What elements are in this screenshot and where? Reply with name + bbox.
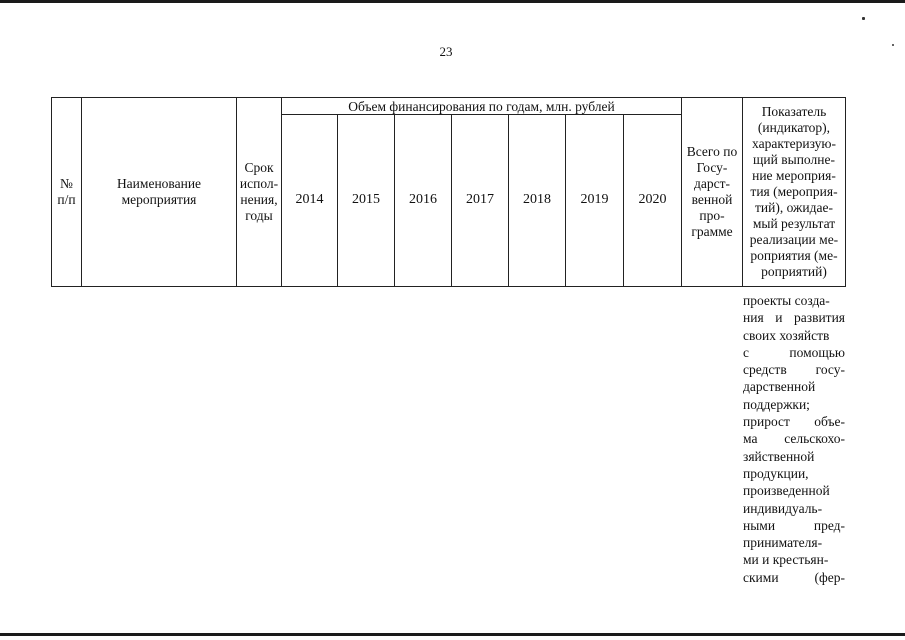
header-year: 2016	[395, 115, 452, 287]
continuation-line: принимателя-	[743, 535, 823, 551]
continuation-line: ными пред-	[743, 517, 845, 533]
header-year: 2015	[338, 115, 395, 287]
header-year: 2020	[624, 115, 682, 287]
continuation-line: продукции,	[743, 465, 809, 481]
indicator-continuation-text	[743, 292, 845, 586]
header-year: 2017	[452, 115, 509, 287]
continuation-line: зяйственной	[743, 448, 815, 464]
header-total-funding: Всего по Госу-дарст-венной про-грамме	[682, 98, 743, 287]
continuation-line: ма сельскохо-	[743, 431, 845, 447]
funding-table	[51, 97, 846, 287]
header-year: 2014	[282, 115, 338, 287]
top-border-line	[0, 0, 905, 3]
page-number: 23	[439, 44, 453, 59]
header-indicator: Показатель (индикатор), характеризую-щий выполне-ние мероприя-тия (мероприя-тий), ожидае-мый результат реализации ме-роприятия (ме-роприятий)	[743, 98, 846, 287]
continuation-line: своих хозяйств	[743, 327, 830, 343]
header-year: 2018	[509, 115, 566, 287]
continuation-line: произведенной	[743, 483, 830, 499]
continuation-line: проекты созда-	[743, 293, 830, 308]
continuation-line: ния и развития	[743, 310, 845, 326]
continuation-line: прирост объе-	[743, 414, 845, 430]
continuation-line: поддержки;	[743, 396, 810, 412]
continuation-line: индивидуаль-	[743, 500, 823, 516]
scan-speck	[862, 17, 865, 20]
bottom-border-line	[0, 633, 905, 636]
header-measure-name: Наименование мероприятия	[82, 98, 237, 287]
header-execution-term: Срок испол-нения, годы	[237, 98, 282, 287]
continuation-line: средств госу-	[743, 362, 845, 378]
continuation-line: дарственной	[743, 379, 816, 395]
header-year: 2019	[566, 115, 624, 287]
continuation-line: с помощью	[743, 344, 845, 360]
header-funding-by-year: Объем финансирования по годам, млн. рублей	[282, 98, 682, 115]
continuation-line: ми и крестьян-	[743, 552, 829, 568]
scan-speck	[892, 44, 894, 46]
continuation-line: скими (фер-	[743, 569, 845, 585]
header-number: № п/п	[52, 98, 82, 287]
table-header-row	[52, 98, 846, 115]
